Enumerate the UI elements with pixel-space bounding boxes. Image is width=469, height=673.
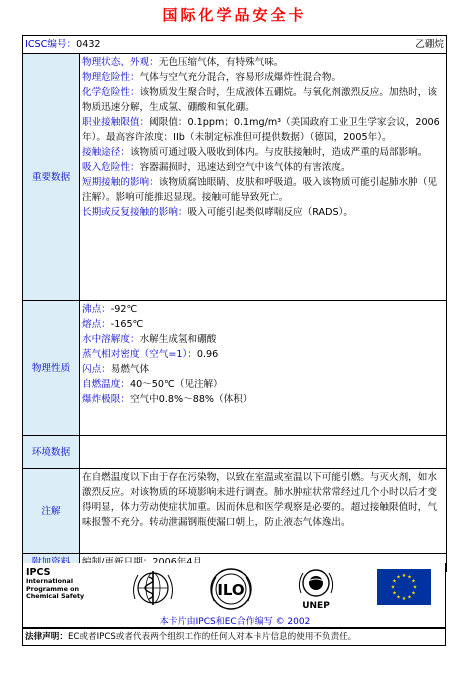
icsc-number: 0432 — [76, 39, 101, 50]
environment-content — [80, 436, 447, 469]
item-physical-hazard: 物理危险性：气体与空气充分混合，容易形成爆炸性混合物。 — [82, 72, 342, 83]
who-logo-icon — [129, 567, 177, 611]
notes-content: 在自燃温度以下由于存在污染物，以致在室温或室温以下可能引燃。与灭火剂，如水激烈反应。对该物质的环境影响未进行调查。肺水肿症状常常经过几个小时以后才变得明显，体力劳动使症状加重。因而休息和医学观察是必要的。超过接触限值时，气味报警不充分。转动泄漏钢瓶使漏口朝上，防止液态气体逸出。 — [80, 469, 447, 554]
legal-notice — [22, 628, 446, 646]
item-short-term-effects: 短期接触的影响：该物质腐蚀眼睛、皮肤和呼吸道。吸入该物质可能引起肺水肿（见注解）。影响可能推迟显现。接触可能导致死亡。 — [82, 177, 437, 203]
important-data-header: 重要数据 — [23, 54, 80, 301]
icsc-row — [23, 36, 447, 54]
svg-text:ILO: ILO — [217, 581, 245, 599]
prop-flash-point: 闪点：易燃气体 — [82, 364, 150, 375]
notes-header: 注解 — [23, 469, 80, 554]
prop-melting-point: 熔点：-165℃ — [82, 319, 144, 330]
item-long-term-effects: 长期或反复接触的影响：吸入可能引起类似哮喘反应（RADS）。 — [82, 207, 353, 218]
ilo-logo-icon — [206, 567, 256, 611]
svg-text:★: ★ — [412, 584, 418, 591]
page-title: 国际化学品安全卡 — [162, 6, 307, 24]
environment-header: 环境数据 — [23, 436, 80, 469]
ipcs-title: IPCS — [26, 567, 51, 578]
svg-text:★: ★ — [401, 573, 407, 579]
legal-text: EC或者IPCS或者代表两个组织工作的任何人对本卡片信息的使用不负责任。 — [67, 632, 357, 642]
eu-flag-icon — [377, 569, 431, 605]
svg-text:★: ★ — [411, 578, 416, 585]
unep-label: UNEP — [302, 601, 330, 611]
physical-properties-header: 物理性质 — [23, 301, 80, 436]
item-chemical-hazard: 化学危险性：该物质发生聚合时，生成液体五硼烷。与氧化剂激烈反应。加热时，该物质迅速分解，生成氢、硼酸和氧化硼。 — [82, 87, 437, 113]
svg-text:★: ★ — [396, 594, 401, 601]
item-exposure-limits: 职业接触限值：阈限值：0.1ppm；0.1mg/m³（美国政府工业卫生学家会议，2006年）。最高容许浓度：IIb（未制定标准但可提供数据）（德国，2005年）。 — [82, 117, 440, 143]
svg-text:★: ★ — [401, 596, 407, 602]
svg-text:★: ★ — [407, 594, 412, 601]
item-appearance: 物理状态、外观：无色压缩气体，有特殊气味。 — [82, 57, 284, 68]
svg-text:★: ★ — [390, 584, 396, 591]
item-route-of-exposure: 接触途径：该物质可通过吸入吸收到体内。与皮肤接触时，造成严重的局部影响。 — [82, 147, 428, 158]
logos-bar — [22, 563, 446, 628]
important-data-content — [80, 54, 447, 301]
ipcs-logo: IPCS International Programme on Chemical Safety — [26, 567, 85, 600]
prop-solubility: 水中溶解度：水解生成氢和硼酸 — [82, 334, 217, 345]
svg-text:★: ★ — [392, 590, 397, 597]
icsc-label: ICSC编号： — [25, 39, 77, 50]
prop-boiling-point: 沸点：-92℃ — [82, 304, 138, 315]
svg-text:★: ★ — [396, 574, 401, 581]
prop-explosive-limits: 爆炸极限：空气中0.8%～88%（体积） — [82, 394, 253, 405]
prop-vapour-density: 蒸气相对密度（空气=1）：0.96 — [82, 349, 219, 360]
chemical-name: 乙硼烷 — [415, 39, 444, 50]
item-inhalation-risk: 吸入危险性：容器漏损时，迅速达到空气中该气体的有害浓度。 — [82, 162, 351, 173]
svg-text:★: ★ — [411, 590, 416, 597]
credit-line: 本卡片由IPCS和EC合作编写 © 2002 — [159, 617, 311, 627]
physical-properties-content — [80, 301, 447, 436]
svg-text:★: ★ — [407, 574, 412, 581]
card-table — [22, 35, 447, 572]
legal-label: 法律声明： — [25, 632, 68, 642]
svg-text:★: ★ — [392, 578, 397, 585]
prop-autoignition: 自燃温度：40～50℃（见注解） — [82, 379, 223, 390]
